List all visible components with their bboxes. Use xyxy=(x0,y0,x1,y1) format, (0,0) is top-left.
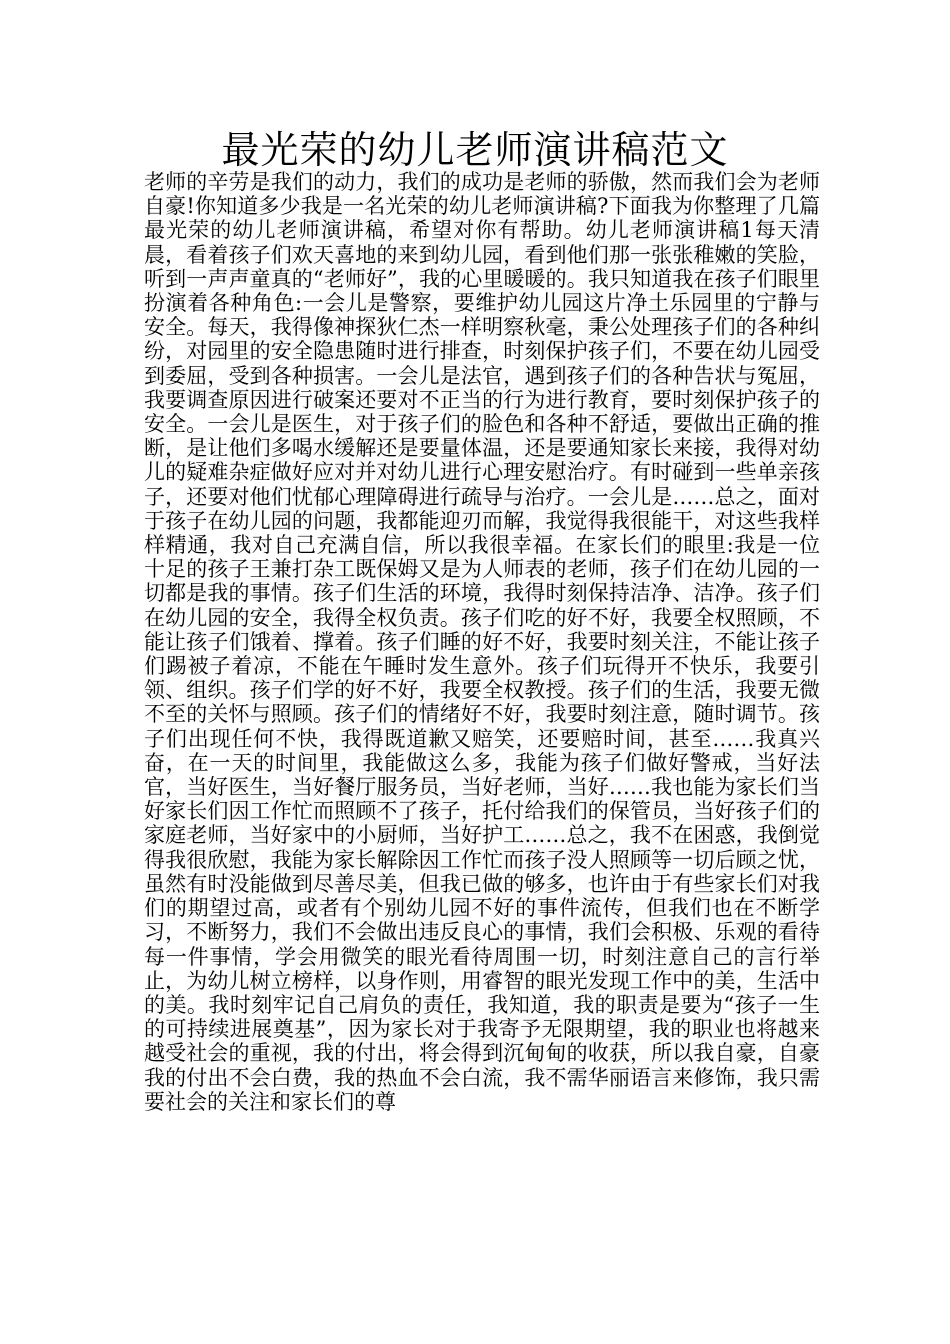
document-title: 最光荣的幼儿老师演讲稿范文 xyxy=(221,128,729,172)
document-body: 老师的辛劳是我们的动力，我们的成功是老师的骄傲，然而我们会为老师自豪!你知道多少我是一名光荣的幼儿老师演讲稿?下面我为你整理了几篇最光荣的幼儿老师演讲稿，希望对你有帮助。幼儿老师演讲稿1每天清晨，看着孩子们欢天喜地的来到幼儿园，看到他们那一张张稚嫩的笑脸，听到一声声童真的“老师好”，我的心里暖暖的。我只知道我在孩子们眼里扮演着各种角色:一会儿是警察，要维护幼儿园这片净土乐园里的宁静与安全。每天，我得像神探狄仁杰一样明察秋毫，秉公处理孩子们的各种纠纷，对园里的安全隐患随时进行排查，时刻保护孩子们，不要在幼儿园受到委屈，受到各种损害。一会儿是法官，遇到孩子们的各种告状与冤屈，我要调查原因进行破案还要对不正当的行为进行教育，要时刻保护孩子的安全。一会儿是医生，对于孩子们的脸色和各种不舒适，要做出正确的推断，是让他们多喝水缓解还是要量体温，还是要通知家长来接，我得对幼儿的疑难杂症做好应对并对幼儿进行心理安慰治疗。有时碰到一些单亲孩子，还要对他们忧郁心理障碍进行疏导与治疗。一会儿是……总之，面对于孩子在幼儿园的问题，我都能迎刃而解，我觉得我很能干，对这些我样样精通，我对自己充满自信，所以我很幸福。在家长们的眼里:我是一位十足的孩子王兼打杂工既保姆又是为人师表的老师，孩子们在幼儿园的一切都是我的事情。孩子们生活的环境，我得时刻保持洁净、洁净。孩子们在幼儿园的安全，我得全权负责。孩子们吃的好不好，我要全权照顾，不能让孩子们饿着、撑着。孩子们睡的好不好，我要时刻关注，不能让孩子们踢被子着凉，不能在午睡时发生意外。孩子们玩得开不快乐，我要引领、组织。孩子们学的好不好，我要全权教授。孩子们的生活，我要无微不至的关怀与照顾。孩子们的情绪好不好，我要时刻注意，随时调节。孩子们出现任何不快，我得既道歉又赔笑，还要赔时间，甚至……我真兴奋，在一天的时间里，我能做这么多，我能为孩子们做好警戒，当好法官，当好医生，当好餐厅服务员，当好老师，当好……我也能为家长们当好家长们因工作忙而照顾不了孩子，托付给我们的保管员，当好孩子们的家庭老师，当好家中的小厨师，当好护工……总之，我不在困惑，我倒觉得我很欣慰，我能为家长解除因工作忙而孩子没人照顾等一切后顾之忧，虽然有时没能做到尽善尽美，但我已做的够多，也许由于有些家长们对我们的期望过高，或者有个别幼儿园不好的事件流传，但我们也在不断学习，不断努力，我们不会做出违反良心的事情，我们会积极、乐观的看待每一件事情，学会用微笑的眼光看待周围一切，时刻注意自己的言行举止，为幼儿树立榜样，以身作则，用睿智的眼光发现工作中的美，生活中的美。我时刻牢记自己肩负的责任，我知道，我的职责是要为“孩子一生的可持续进展奠基”，因为家长对于我寄予无限期望，我的职业也将越来越受社会的重视，我的付出，将会得到沉甸甸的收获，所以我自豪，自豪我的付出不会白费，我的热血不会白流，我不需华丽语言来修饰，我只需要社会的关注和家长们的尊 xyxy=(144,170,820,1114)
